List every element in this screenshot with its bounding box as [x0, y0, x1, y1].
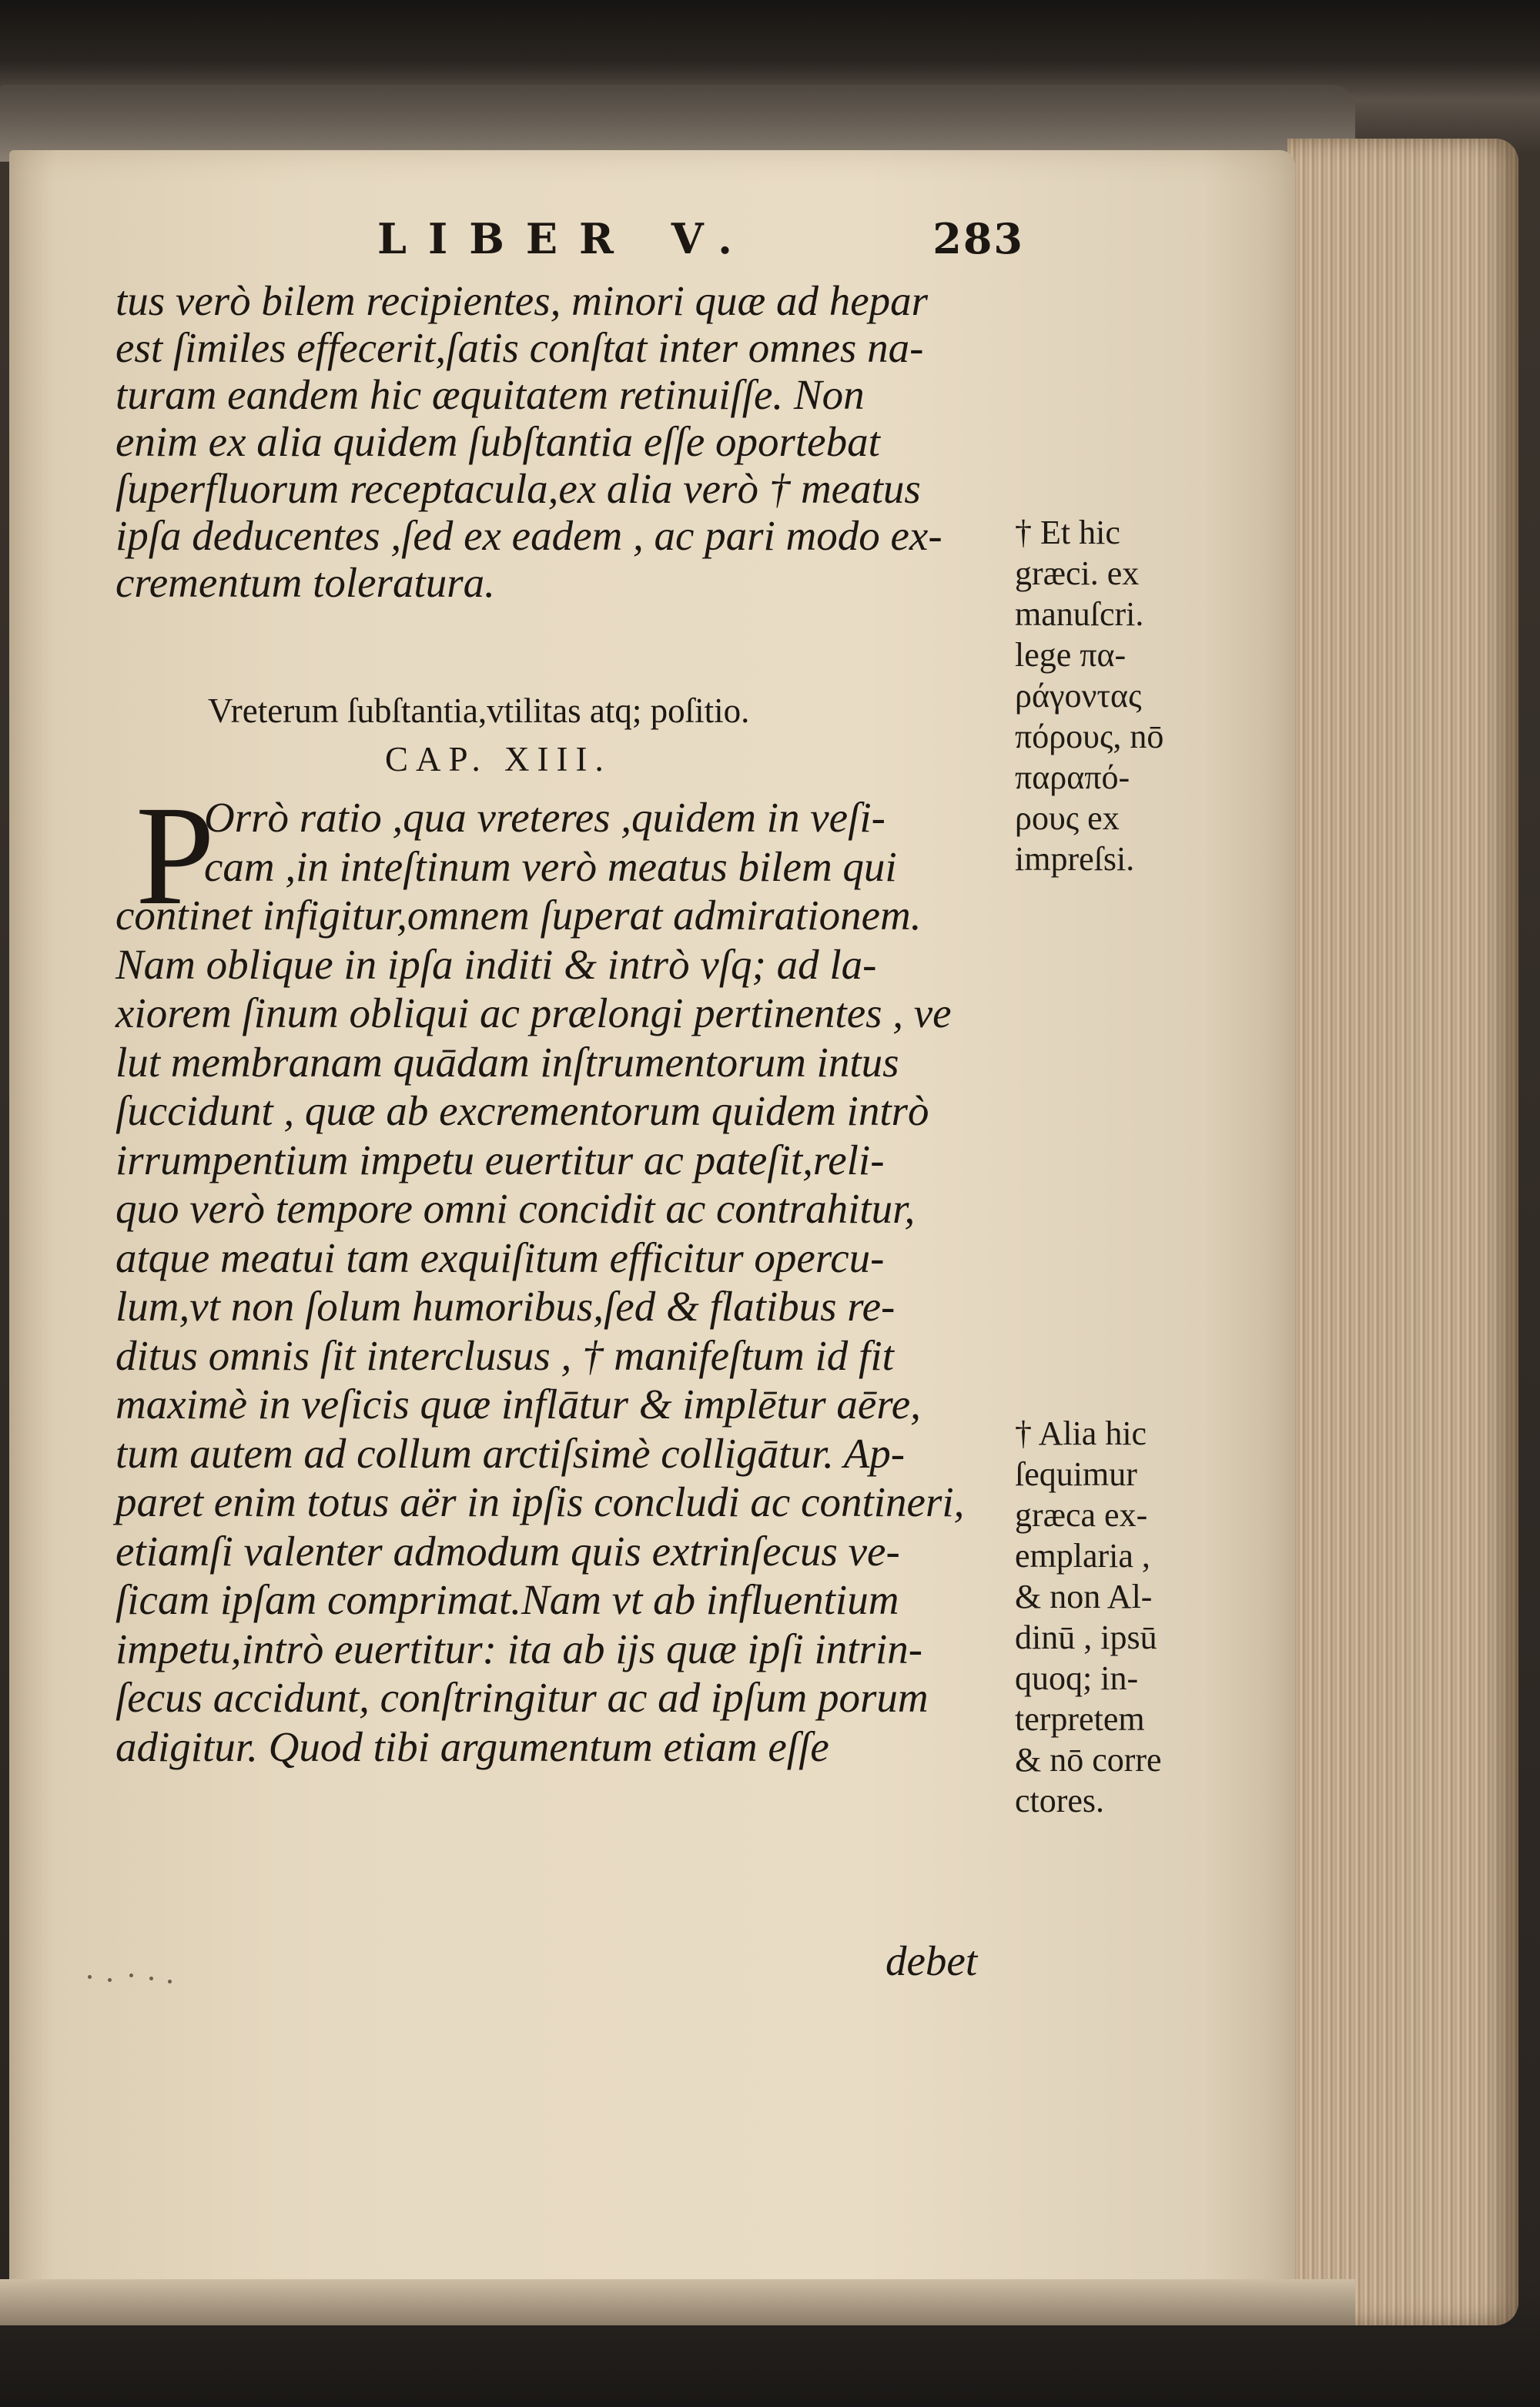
page-number: 283: [932, 214, 1024, 263]
drop-cap: P: [136, 777, 215, 935]
body-text-top: [116, 277, 1009, 606]
text-line: continet infigitur,omnem ſuperat admirationem.: [116, 892, 922, 939]
margin-note-line: lege πα-: [1015, 636, 1127, 674]
margin-note-line: παραπό-: [1015, 758, 1130, 796]
margin-note-line: & nō corre: [1015, 1741, 1162, 1779]
text-line: ſuccidunt , quæ ab excrementorum quidem intrò: [116, 1087, 929, 1134]
margin-note-line: ράγοντας: [1015, 677, 1142, 715]
text-line: ipſa deducentes ,ſed ex eadem , ac pari modo ex-: [116, 512, 942, 559]
margin-note-line: ρους ex: [1015, 799, 1120, 837]
page-stack-edge: [1287, 139, 1518, 2325]
margin-note-line: πόρους, nō: [1015, 718, 1164, 755]
chapter-label: CAP. XIII.: [385, 740, 611, 778]
text-line: turam eandem hic æquitatem retinuiſſe. Non: [116, 371, 865, 418]
text-line: etiamſi valenter admodum quis extrinſecus ve-: [116, 1527, 900, 1575]
margin-note-line: dinū , ipsū: [1015, 1619, 1157, 1656]
margin-note-line: græci. ex: [1015, 554, 1140, 592]
text-line: Orrò ratio ,qua vreteres ,quidem in veſi-: [204, 794, 886, 841]
text-line: ſecus accidunt, conſtringitur ac ad ipſum porum: [116, 1674, 929, 1721]
text-line: ditus omnis ſit interclusus , † manifeſtum id fit: [116, 1331, 894, 1379]
margin-note: [1015, 512, 1246, 879]
text-line: est ſimiles effecerit,ſatis conſtat inter omnes na-: [116, 324, 924, 371]
margin-note-line: † Et hic: [1015, 514, 1120, 551]
text-line: adigitur. Quod tibi argumentum etiam eſſe: [116, 1722, 829, 1770]
text-line: atque meatui tam exquiſitum efficitur opercu-: [116, 1234, 885, 1281]
text-line: tum autem ad collum arctiſsimè colligātur. Ap-: [116, 1429, 906, 1477]
margin-note-line: quoq; in-: [1015, 1659, 1139, 1697]
margin-note-line: græca ex-: [1015, 1496, 1148, 1534]
text-line: enim ex alia quidem ſubſtantia eſſe oportebat: [116, 418, 880, 465]
margin-note: [1015, 1413, 1246, 1821]
margin-note-line: impreſsi.: [1015, 840, 1135, 878]
margin-note-line: † Alia hic: [1015, 1414, 1147, 1452]
text-line: impetu,intrò euertitur: ita ab ijs quæ ipſi intrin-: [116, 1625, 923, 1672]
catchword: debet: [886, 1937, 978, 1984]
margin-note-line: ſequimur: [1015, 1455, 1137, 1493]
margin-note-line: emplaria ,: [1015, 1537, 1150, 1575]
text-line: lut membranam quādam inſtrumentorum intus: [116, 1038, 899, 1086]
text-line: Nam oblique in ipſa inditi & intrò vſq; ad la-: [116, 940, 877, 988]
text-line: crementum toleratura.: [116, 559, 495, 606]
text-line: ſicam ipſam comprimat.Nam vt ab influentium: [116, 1576, 899, 1623]
text-line: quo verò tempore omni concidit ac contrahitur,: [116, 1185, 916, 1232]
text-line: maximè in veſicis quæ inflātur & implētur aēre,: [116, 1381, 921, 1428]
text-line: cam ,in inteſtinum verò meatus bilem qui: [204, 842, 897, 890]
text-line: xiorem ſinum obliqui ac prælongi pertinentes , ve: [116, 989, 952, 1036]
margin-note-line: manuſcri.: [1015, 595, 1144, 633]
ink-specks: [85, 1960, 177, 1990]
text-line: lum,vt non ſolum humoribus,ſed & flatibus re-: [116, 1283, 896, 1330]
text-line: irrumpentium impetu euertitur ac pateſit,reli-: [116, 1136, 885, 1183]
margin-note-line: & non Al-: [1015, 1578, 1153, 1615]
section-heading: Vreterum ſubſtantia,vtilitas atq; poſitio.: [208, 691, 750, 730]
text-line: tus verò bilem recipientes, minori quæ ad hepar: [116, 277, 929, 324]
running-title: LIBER V.: [377, 214, 754, 263]
text-line: paret enim totus aër in ipſis concludi ac contineri,: [116, 1478, 965, 1525]
margin-note-line: terpretem: [1015, 1700, 1145, 1738]
margin-note-line: ctores.: [1015, 1782, 1105, 1819]
running-header: [223, 214, 1024, 268]
page-bottom-edge: [0, 2279, 1355, 2325]
body-text-main: [116, 777, 1009, 1771]
text-line: ſuperfluorum receptacula,ex alia verò † meatus: [116, 465, 921, 512]
